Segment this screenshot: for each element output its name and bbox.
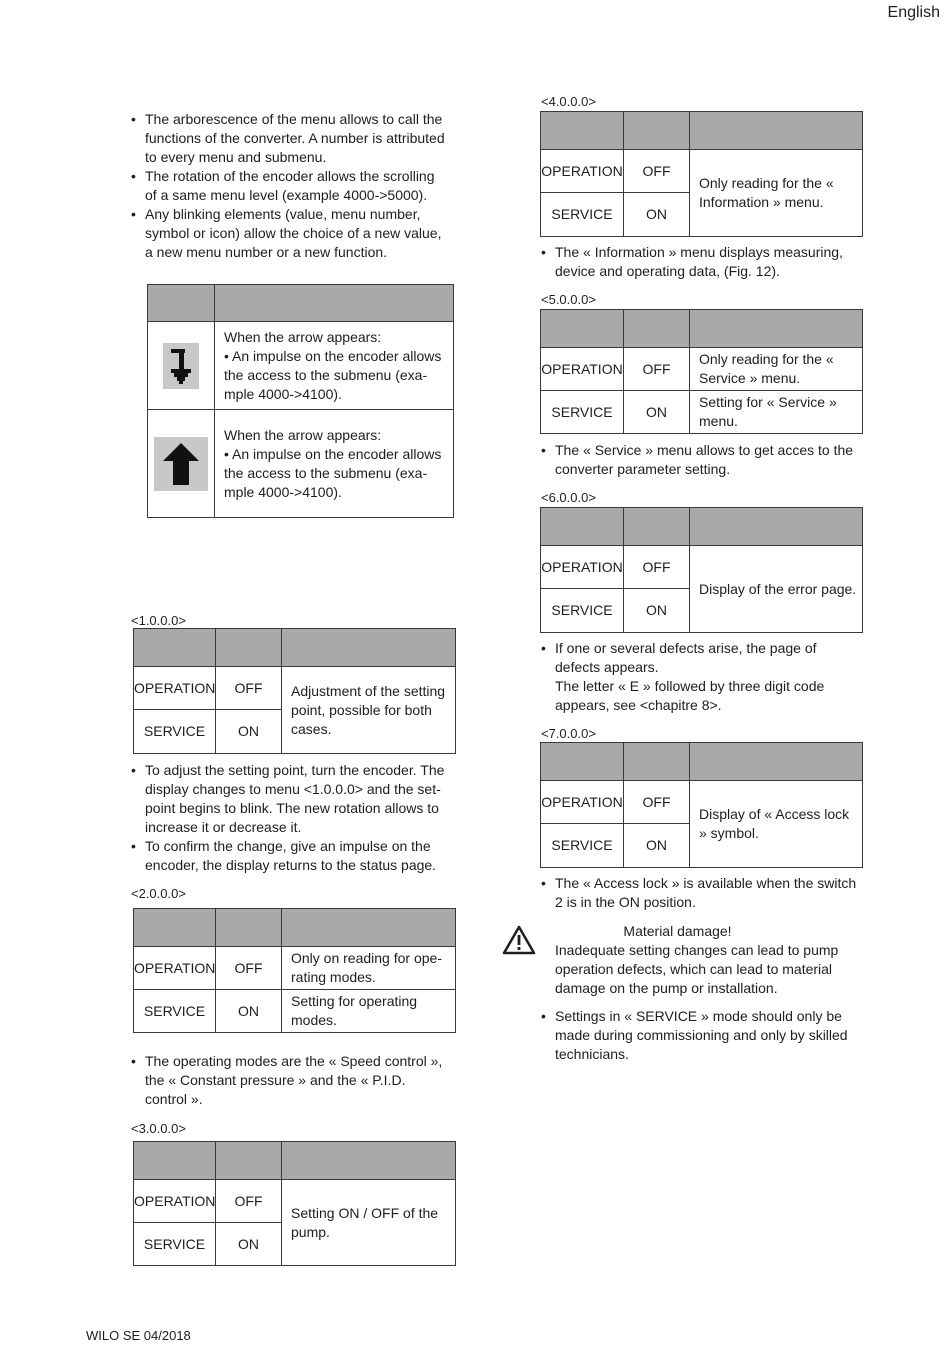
mode-cell: SERVICE (541, 589, 624, 633)
submenu-down-arrow-icon (163, 343, 199, 389)
intro-bullet: • Any blinking elements (value, menu number, symbol or icon) allow the choice of a new value, a new menu number or a new function. (131, 205, 446, 262)
menu-number-label: <4.0.0.0> (541, 94, 596, 109)
note-list (541, 1007, 856, 1064)
menu-number-label: <3.0.0.0> (131, 1121, 186, 1136)
table-header-row (541, 310, 863, 348)
description-cell: Setting ON / OFF of the pump. (282, 1180, 456, 1266)
note-bullet: • The « Service » menu allows to get acces to the converter parameter setting. (541, 441, 861, 479)
table-header-row (541, 508, 863, 546)
intro-bullet: • The arborescence of the menu allows to call the functions of the converter. A number is attributed to every menu and submenu. (131, 110, 446, 167)
menu-table-6 (540, 507, 863, 633)
arrow-text-cell (215, 322, 454, 410)
mode-cell: SERVICE (541, 193, 624, 237)
switch-cell: OFF (624, 348, 690, 391)
menu-number-label: <5.0.0.0> (541, 292, 596, 307)
menu-table-7 (540, 742, 863, 868)
arrow-text-cell (215, 410, 454, 518)
description-cell: Setting for « Service » menu. (690, 391, 863, 434)
description-cell: Display of the error page. (690, 546, 863, 633)
switch-cell: ON (624, 391, 690, 434)
menu-number-label: <2.0.0.0> (131, 886, 186, 901)
switch-cell: OFF (624, 781, 690, 824)
intro-bullet: • The rotation of the encoder allows the scrolling of a same menu level (example 4000->5000). (131, 167, 446, 205)
switch-cell: ON (216, 710, 282, 754)
table-header-row (134, 909, 456, 947)
description-cell: Adjustment of the setting point, possible for both cases. (282, 667, 456, 754)
note-bullet: • The « Information » menu displays measuring, device and operating data, (Fig. 12). (541, 243, 861, 281)
mode-cell: OPERATION (134, 667, 216, 710)
warning-block (555, 922, 860, 998)
note-list (541, 874, 861, 912)
mode-cell: OPERATION (541, 150, 624, 193)
switch-cell: ON (216, 1223, 282, 1266)
description-cell: Setting for operating modes. (282, 990, 456, 1033)
menu-number-label: <7.0.0.0> (541, 726, 596, 741)
description-cell: Only reading for the « Service » menu. (690, 348, 863, 391)
table-header-row (541, 112, 863, 150)
description-cell: Only on reading for operating modes. (282, 947, 456, 990)
footer-text: WILO SE 04/2018 (86, 1328, 191, 1343)
mode-cell: SERVICE (541, 824, 624, 868)
description-cell: Display of « Access lock » symbol. (690, 781, 863, 868)
menu-table-5 (540, 309, 863, 434)
switch-cell: OFF (216, 947, 282, 990)
table-row (541, 781, 863, 824)
menu-table-2 (133, 908, 456, 1033)
arrow-table (147, 284, 454, 518)
note-list (541, 441, 861, 479)
switch-cell: OFF (624, 150, 690, 193)
menu-table-3 (133, 1141, 456, 1266)
switch-cell: OFF (216, 667, 282, 710)
mode-cell: SERVICE (134, 710, 216, 754)
arrow-description: When the arrow appears: • An impulse on the encoder allows the access to the submenu (example 4000->4100). (224, 328, 442, 402)
switch-cell: OFF (216, 1180, 282, 1223)
table-header-row (134, 629, 456, 667)
arrow-icon-cell (148, 322, 215, 410)
mode-cell: OPERATION (134, 947, 216, 990)
description-cell: Only reading for the « Information » menu. (690, 150, 863, 237)
table-header-row (134, 1142, 456, 1180)
mode-cell: SERVICE (134, 1223, 216, 1266)
table-row (541, 150, 863, 193)
note-bullet: • To adjust the setting point, turn the encoder. The display changes to menu <1.0.0.0> and the set-point begins to blink. The new rotation allows to increase it or decrease it. (131, 761, 451, 837)
table-row (134, 667, 456, 710)
switch-cell: ON (624, 824, 690, 868)
note-list (541, 639, 861, 715)
intro-bullet-list (131, 110, 446, 262)
note-bullet: • The « Access lock » is available when the switch 2 is in the ON position. (541, 874, 861, 912)
note-bullet: • Settings in « SERVICE » mode should only be made during commissioning and only by skilled technicians. (541, 1007, 856, 1064)
table-row (148, 410, 454, 518)
mode-cell: OPERATION (134, 1180, 216, 1223)
mode-cell: OPERATION (541, 348, 624, 391)
warning-title: Material damage! (623, 923, 732, 939)
note-list (541, 243, 861, 281)
table-header-row (541, 743, 863, 781)
switch-cell: ON (624, 193, 690, 237)
table-row (148, 322, 454, 410)
menu-table-4 (540, 111, 863, 237)
note-list (131, 761, 451, 875)
language-label: English (887, 4, 940, 21)
table-row (134, 1180, 456, 1223)
warning-triangle-icon (502, 925, 536, 955)
menu-table-1 (133, 628, 456, 754)
switch-cell: ON (216, 990, 282, 1033)
menu-number-label: <6.0.0.0> (541, 490, 596, 505)
table-row (134, 990, 456, 1033)
table-row (541, 348, 863, 391)
mode-cell: OPERATION (541, 546, 624, 589)
mode-cell: OPERATION (541, 781, 624, 824)
switch-cell: OFF (624, 546, 690, 589)
table-header-row (148, 285, 454, 322)
table-row (134, 947, 456, 990)
arrow-icon-cell (148, 410, 215, 518)
note-bullet: • The operating modes are the « Speed control », the « Constant pressure » and the « P.I.D. control ». (131, 1052, 451, 1109)
switch-cell: ON (624, 589, 690, 633)
note-bullet: • If one or several defects arise, the page of defects appears. The letter « E » followed by three digit code appears, see <chapitre 8>. (541, 639, 861, 715)
arrow-description: When the arrow appears: • An impulse on the encoder allows the access to the submenu (example 4000->4100). (224, 426, 442, 500)
submenu-up-arrow-icon (154, 437, 208, 491)
warning-body: Inadequate setting changes can lead to pump operation defects, which can lead to material damage on the pump or installation. (555, 942, 839, 996)
menu-number-label: <1.0.0.0> (131, 613, 186, 628)
table-row (541, 391, 863, 434)
note-bullet: • To confirm the change, give an impulse on the encoder, the display returns to the status page. (131, 837, 451, 875)
mode-cell: SERVICE (134, 990, 216, 1033)
table-row (541, 546, 863, 589)
note-list (131, 1052, 451, 1109)
mode-cell: SERVICE (541, 391, 624, 434)
